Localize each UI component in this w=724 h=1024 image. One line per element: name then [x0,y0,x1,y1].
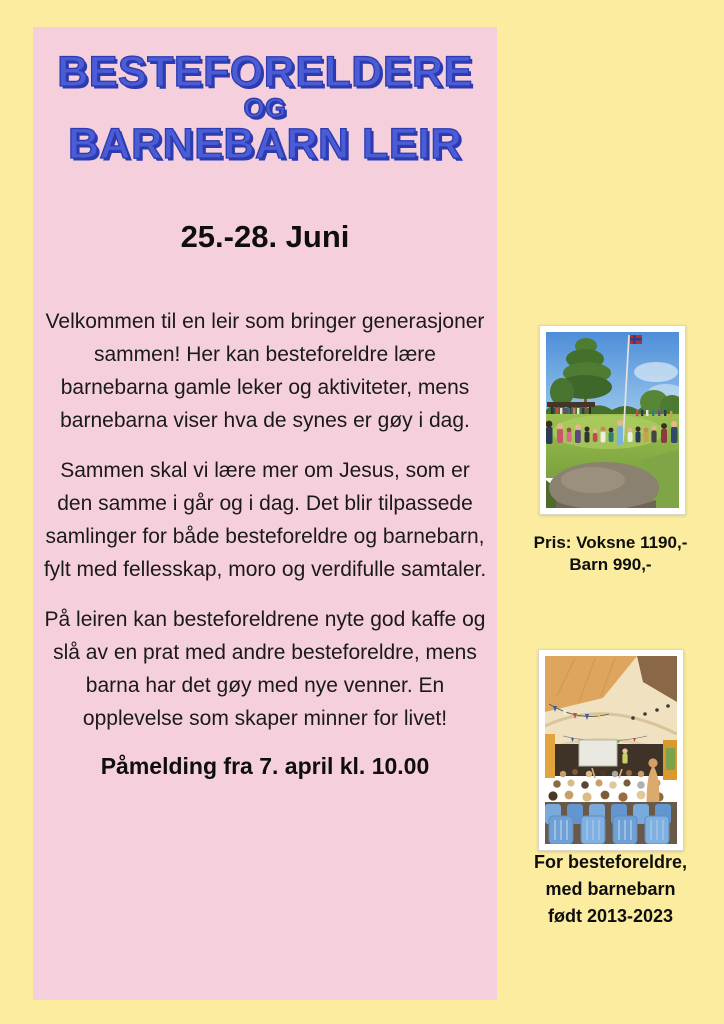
camp-dates: 25.-28. Juni [180,219,350,254]
title-line-2: OG [243,93,287,123]
target-group-line-1: For besteforeldre, [533,852,688,872]
signup-info: Påmelding fra 7. april kl. 10.00 [100,753,430,779]
target-group-line-3: født 2013-2023 [547,906,674,926]
paragraph-coffee: På leiren kan besteforeldrene nyte god kaffe og slå av en prat med andre besteforeldre, mens barna har det gøy med nye venner. En opplevelse som skaper minner for livet! [44,608,486,730]
photo-outdoor-flagpole [539,325,686,515]
photo-indoor-meeting-image [545,656,677,844]
title-line-3: BARNEBARN LEIR [68,120,462,168]
photo-indoor-meeting [538,649,684,851]
price-line-children: Barn 990,- [569,555,652,574]
poster-title [33,27,497,168]
paragraph-jesus: Sammen skal vi lære mer om Jesus, som er den samme i går og i dag. Det blir tilpassede samlinger for både besteforeldre og barnebarn, fylt med fellesskap, moro og verdifulle samtaler. [43,459,487,581]
target-group-line-2: med barnebarn [545,879,676,899]
photo-outdoor-flagpole-image [546,332,679,508]
poster-body [41,305,489,783]
price-caption [497,532,724,576]
title-line-1: BESTEFORELDERE [57,48,473,96]
target-group-caption [497,849,724,930]
price-line-adults: Pris: Voksne 1190,- [533,533,688,552]
paragraph-welcome: Velkommen til en leir som bringer generasjoner sammen! Her kan besteforeldre lære barnebarna gamle leker og aktiviteter, mens barnebarna viser hva de synes er gøy i dag. [45,310,485,432]
pink-panel [33,27,497,1000]
